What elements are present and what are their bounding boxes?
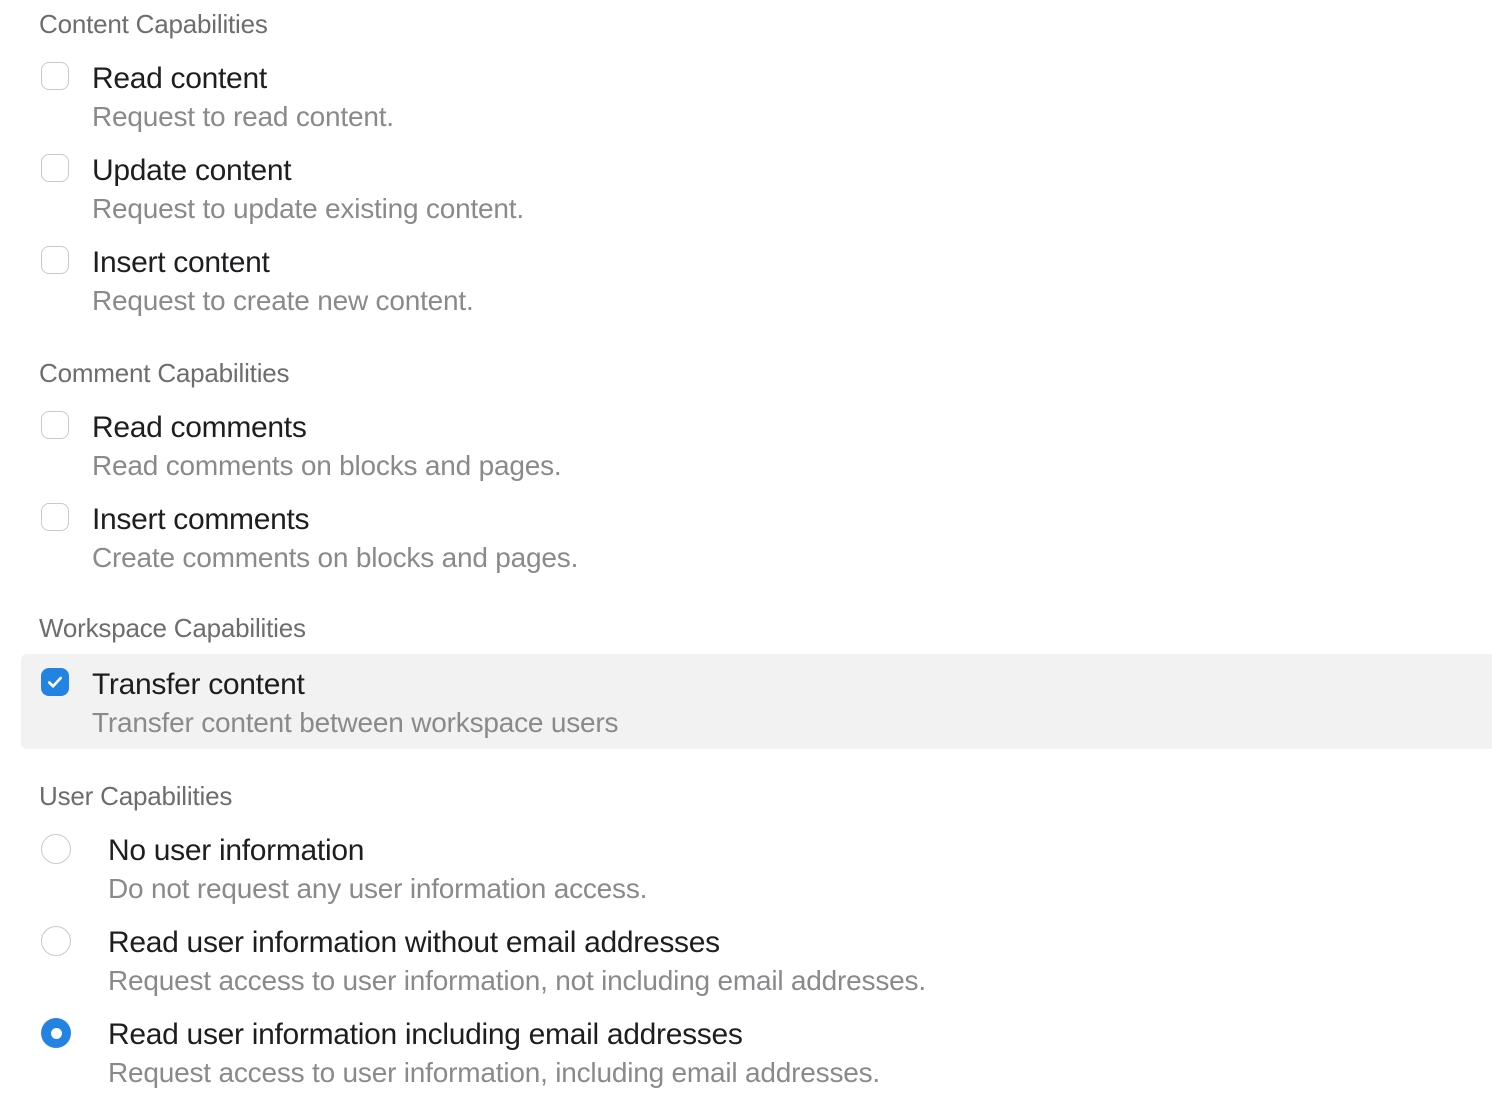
radio-read-user-information-without-email-addresses[interactable] — [41, 926, 71, 956]
checkmark-icon — [45, 672, 65, 692]
capability-row-transfer-content[interactable] — [21, 654, 1492, 749]
capability-texts — [92, 410, 561, 484]
checkbox-transfer-content[interactable] — [41, 668, 69, 696]
capability-label: Insert comments — [92, 503, 310, 536]
capability-texts — [92, 61, 394, 135]
capability-texts — [92, 667, 618, 741]
capability-texts — [108, 833, 647, 907]
section-heading: Content Capabilities — [39, 9, 268, 39]
section-heading: Comment Capabilities — [39, 358, 290, 388]
capability-description: Read comments on blocks and pages. — [92, 450, 562, 481]
capability-description: Request to create new content. — [92, 285, 474, 316]
capability-description: Request access to user information, including email addresses. — [108, 1057, 880, 1088]
radio-read-user-information-including-email-addresses[interactable] — [41, 1018, 71, 1048]
section-rows — [0, 61, 1492, 319]
capability-row-insert-comments[interactable] — [41, 502, 1492, 576]
section-rows — [0, 833, 1492, 1091]
capability-row-insert-content[interactable] — [41, 245, 1492, 319]
checkbox-read-content[interactable] — [41, 62, 69, 90]
section-heading: User Capabilities — [39, 781, 233, 811]
capability-label: Insert content — [92, 246, 270, 279]
checkbox-update-content[interactable] — [41, 154, 69, 182]
capability-label: Update content — [92, 154, 292, 187]
section-content-capabilities — [0, 8, 1492, 319]
section-rows — [0, 654, 1492, 749]
capability-texts — [108, 1017, 880, 1091]
capability-label: Read user information including email addresses — [108, 1018, 743, 1051]
capability-description: Request access to user information, not including email addresses. — [108, 965, 926, 996]
section-user-capabilities — [0, 780, 1492, 1091]
capability-row-read-user-information-without-email-addresses[interactable] — [41, 925, 1492, 999]
section-workspace-capabilities — [0, 612, 1492, 749]
capability-label: Read content — [92, 62, 267, 95]
capability-row-read-comments[interactable] — [41, 410, 1492, 484]
radio-dot-icon — [51, 1028, 62, 1039]
capability-description: Request to read content. — [92, 101, 394, 132]
integration-capabilities-panel — [0, 8, 1492, 1091]
capability-texts — [92, 245, 474, 319]
capability-description: Transfer content between workspace users — [92, 707, 619, 738]
capability-description: Request to update existing content. — [92, 193, 524, 224]
capability-texts — [92, 502, 578, 576]
capability-description: Create comments on blocks and pages. — [92, 542, 579, 573]
capability-row-update-content[interactable] — [41, 153, 1492, 227]
checkbox-read-comments[interactable] — [41, 411, 69, 439]
capability-row-no-user-information[interactable] — [41, 833, 1492, 907]
section-heading: Workspace Capabilities — [39, 613, 306, 643]
radio-no-user-information[interactable] — [41, 834, 71, 864]
checkbox-insert-comments[interactable] — [41, 503, 69, 531]
capability-label: Read comments — [92, 411, 307, 444]
capability-texts — [108, 925, 926, 999]
capability-description: Do not request any user information access. — [108, 873, 648, 904]
section-comment-capabilities — [0, 357, 1492, 576]
capability-label: Transfer content — [92, 668, 305, 701]
checkbox-insert-content[interactable] — [41, 246, 69, 274]
section-rows — [0, 410, 1492, 576]
capability-label: Read user information without email addresses — [108, 926, 720, 959]
capability-row-read-user-information-including-email-addresses[interactable] — [41, 1017, 1492, 1091]
capability-label: No user information — [108, 834, 365, 867]
capability-texts — [92, 153, 524, 227]
capability-row-read-content[interactable] — [41, 61, 1492, 135]
